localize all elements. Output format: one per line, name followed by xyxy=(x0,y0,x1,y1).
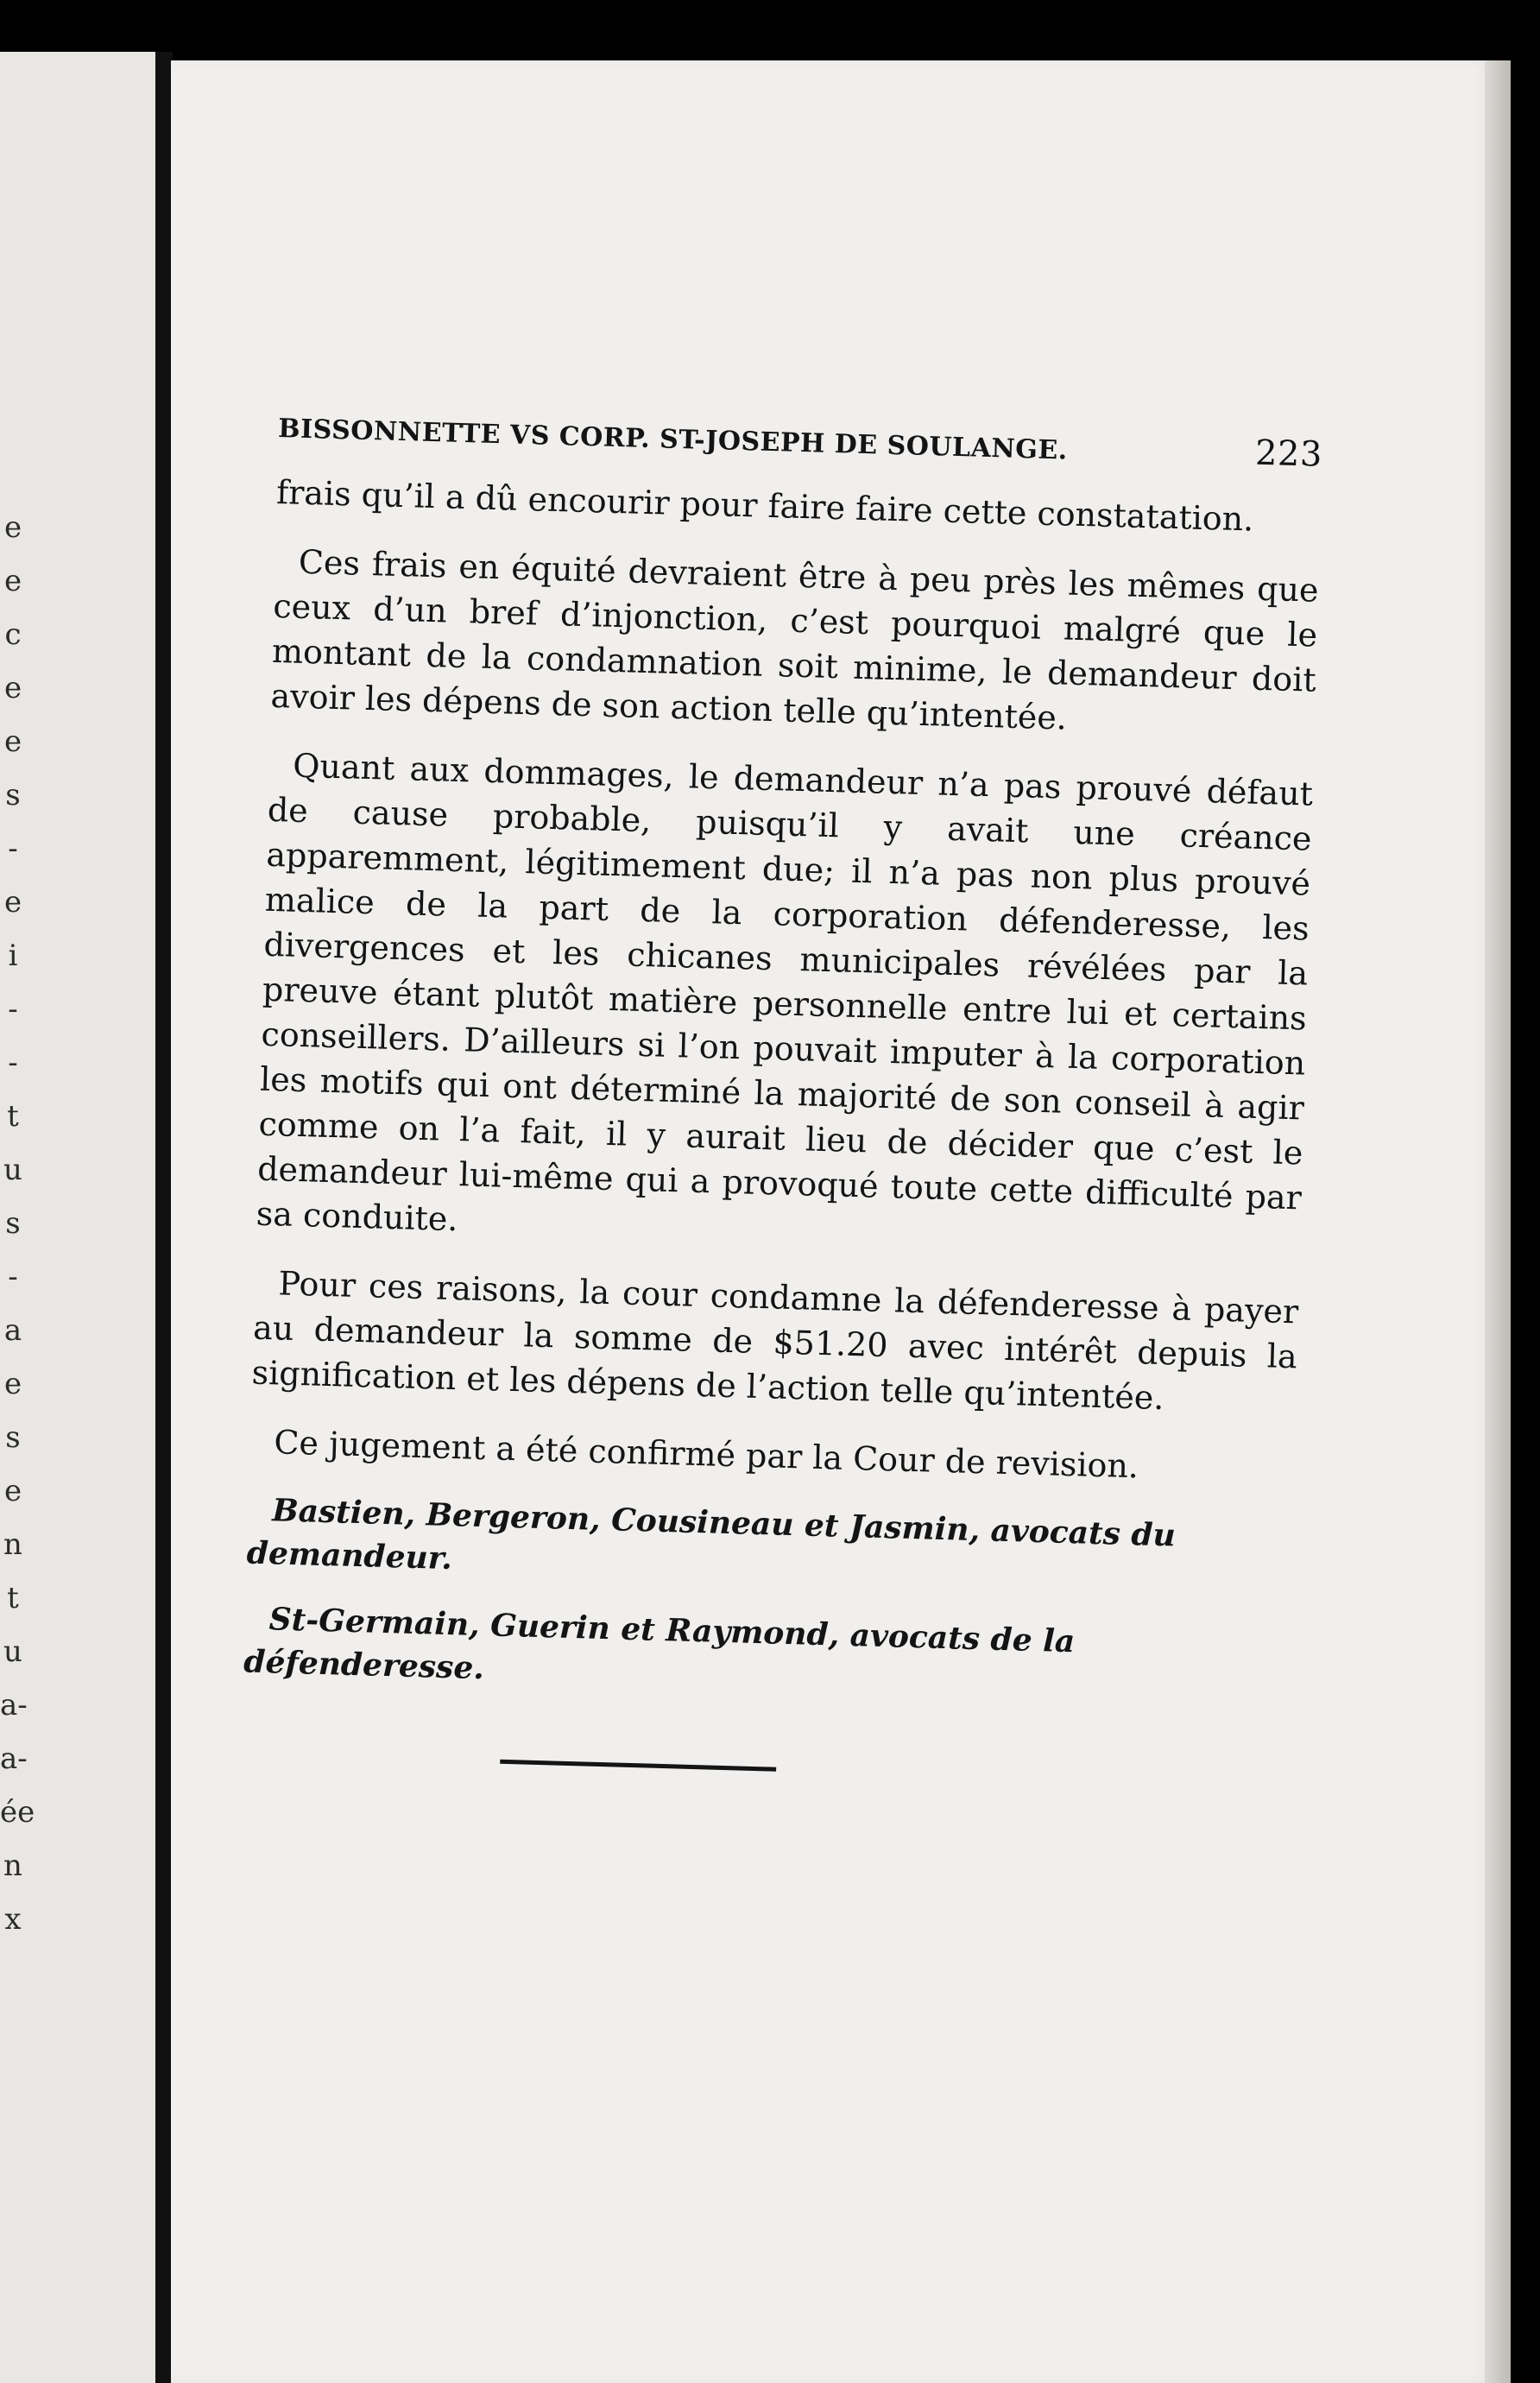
left-page-fragment: a- xyxy=(0,1688,28,1722)
paragraph-1: frais qu’il a dû encourir pour faire faire cette constatation. xyxy=(275,472,1254,539)
counsel-defendant: St-Germain, Guerin et Raymond, avocats de la défenderesse. xyxy=(243,1601,1076,1687)
left-page-fragment: - xyxy=(8,831,18,866)
book-page xyxy=(171,60,1511,2383)
end-rule xyxy=(500,1760,776,1772)
left-page-fragment: e xyxy=(3,1367,22,1401)
left-page-fragment: e xyxy=(3,564,22,598)
left-page-fragment: e xyxy=(3,885,22,920)
left-page-fragment: t xyxy=(7,1099,19,1134)
left-page-fragment: c xyxy=(4,617,22,652)
page-edge-shadow xyxy=(1485,60,1511,2383)
left-page-fragment: e xyxy=(3,1474,22,1508)
counsel-plaintiff: Bastien, Bergeron, Cousineau et Jasmin, avocats du demandeur. xyxy=(246,1492,1177,1577)
left-page-fragment: - xyxy=(8,1260,18,1294)
left-page-fragment: ée xyxy=(0,1795,35,1830)
paragraph-4: Pour ces raisons, la cour condamne la défenderesse à payer au demandeur la somme de $51.20 avec intérêt depuis la signification et les dépens de l’action telle qu’intentée. xyxy=(251,1264,1299,1418)
left-page-fragment: a xyxy=(3,1313,22,1348)
left-page-fragment: - xyxy=(8,1046,18,1080)
left-page-fragment: s xyxy=(5,1206,21,1241)
book-gutter xyxy=(155,52,173,2383)
running-head xyxy=(278,406,1323,475)
left-page-fragment: e xyxy=(3,671,22,705)
left-page-fragment: e xyxy=(3,724,22,759)
left-page-fragment: - xyxy=(8,992,18,1027)
left-page-fragment: u xyxy=(3,1634,22,1669)
page-content xyxy=(241,406,1322,1786)
left-facing-page-edge xyxy=(0,52,168,2383)
paragraph-2: Ces frais en équité devraient être à peu près les mêmes que ceux d’un bref d’injonction, c’est pourquoi malgré que le montant de la condamnation soit minime, le demandeur doit avoir les dépens de son action telle qu’intentée. xyxy=(270,542,1320,737)
left-page-fragment: x xyxy=(4,1902,22,1937)
paragraph-5: Ce jugement a été confirmé par la Cour de revision. xyxy=(273,1423,1139,1486)
left-page-fragment: i xyxy=(8,939,18,973)
left-page-text-fragments xyxy=(0,501,35,1946)
paragraph-3: Quant aux dommages, le demandeur n’a pas prouvé défaut de cause probable, puisqu’il y avait une créance apparemment, légitimement due; il n’a pas non plus prouvé malice de la part de la corporation défenderesse, les divergences et les chicanes municipales révélées par la preuve étant plutôt matière personnelle entre lui et certains conseillers. D’ailleurs si l’on pouvait imputer à la corporation les motifs qui ont déterminé la majorité de son conseil à agir comme on l’a fait, il y aurait lieu de décider que c’est le demandeur lui-même qui a provoqué toute cette difficulté par sa conduite. xyxy=(256,746,1314,1239)
page-number: 223 xyxy=(1254,433,1323,475)
running-head-title: BISSONNETTE VS CORP. ST-JOSEPH DE SOULANGE. xyxy=(277,413,1069,466)
left-page-fragment: s xyxy=(5,1420,21,1455)
left-page-fragment: e xyxy=(3,510,22,545)
left-page-fragment: n xyxy=(3,1849,22,1883)
left-page-fragment: s xyxy=(5,778,21,812)
left-page-fragment: a- xyxy=(0,1741,28,1776)
left-page-fragment: t xyxy=(7,1581,19,1615)
left-page-fragment: u xyxy=(3,1153,22,1187)
left-page-fragment: n xyxy=(3,1527,22,1562)
